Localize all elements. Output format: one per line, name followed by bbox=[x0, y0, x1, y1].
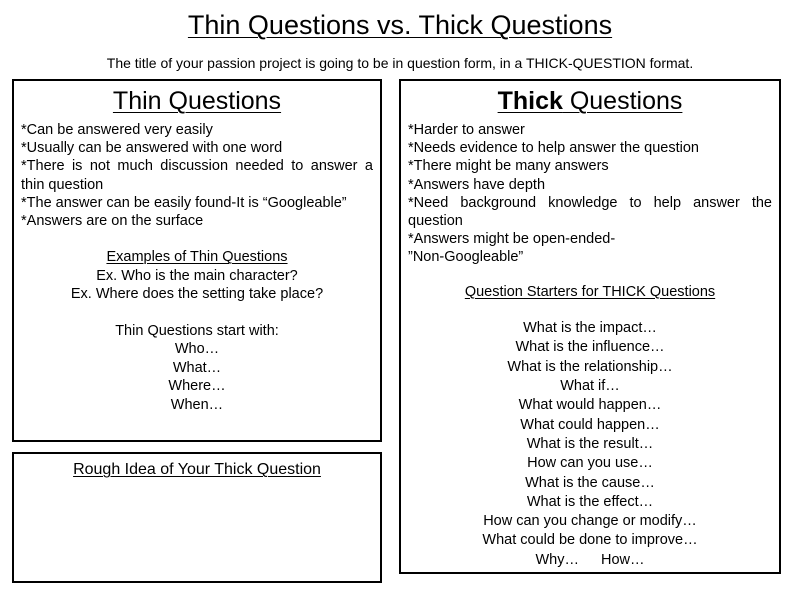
thin-examples-heading: Examples of Thin Questions bbox=[106, 249, 288, 266]
thick-starter: What would happen… bbox=[518, 397, 662, 414]
thin-starters bbox=[14, 322, 380, 415]
thick-starter-how: How… bbox=[600, 551, 645, 568]
thick-starter: What if… bbox=[560, 378, 620, 395]
thin-starter: Where… bbox=[168, 378, 226, 395]
thick-questions-list bbox=[401, 121, 779, 267]
page-title: Thin Questions vs. Thick Questions bbox=[187, 10, 613, 40]
thick-point: *Answers might be open-ended- bbox=[408, 231, 616, 248]
thin-point: *The answer can be easily found-It is “Googleable” bbox=[21, 194, 347, 211]
thick-point: *Answers have depth bbox=[408, 176, 546, 193]
thick-starter: What could be done to improve… bbox=[482, 532, 698, 549]
thin-examples bbox=[14, 248, 380, 304]
thin-starter: What… bbox=[172, 359, 222, 376]
rough-idea-box bbox=[12, 452, 382, 583]
thick-starter: What is the effect… bbox=[526, 493, 654, 510]
thick-questions-box bbox=[399, 79, 781, 574]
thick-starter: What is the cause… bbox=[525, 474, 655, 491]
thin-questions-heading: Thin Questions bbox=[112, 87, 282, 115]
thick-point: ”Non-Googleable” bbox=[408, 249, 524, 266]
thick-starter: How can you change or modify… bbox=[483, 513, 697, 530]
thick-point: *Need background knowledge to help answer the question bbox=[408, 194, 772, 230]
thin-point: *Answers are on the surface bbox=[21, 213, 204, 230]
thin-starter: Who… bbox=[174, 341, 220, 358]
thick-starters bbox=[401, 319, 779, 570]
thin-starters-heading: Thin Questions start with: bbox=[115, 322, 279, 339]
thick-starter: What is the result… bbox=[526, 435, 654, 452]
thin-questions-box bbox=[12, 79, 382, 442]
thin-questions-list bbox=[14, 121, 380, 230]
thick-starter: What is the influence… bbox=[515, 339, 665, 356]
thick-starter: How can you use… bbox=[527, 455, 653, 472]
page-subtitle: The title of your passion project is going to be in question form, in a THICK-QUESTION format. bbox=[106, 55, 694, 71]
thick-point: *Harder to answer bbox=[408, 122, 525, 138]
thin-example: Ex. Who is the main character? bbox=[96, 267, 298, 284]
thin-example: Ex. Where does the setting take place? bbox=[70, 286, 324, 303]
thick-starter: What is the impact… bbox=[523, 320, 657, 337]
rough-idea-heading: Rough Idea of Your Thick Question bbox=[73, 461, 321, 478]
thin-point: *Can be answered very easily bbox=[21, 122, 213, 138]
thick-starter-why: Why… bbox=[535, 551, 579, 568]
thick-starter: What could happen… bbox=[520, 416, 660, 433]
thick-heading-rest: Questions bbox=[562, 87, 683, 115]
thick-heading-bold: Thick bbox=[497, 87, 563, 115]
thick-starters-heading: Question Starters for THICK Questions bbox=[464, 283, 716, 300]
thick-point: *There might be many answers bbox=[408, 158, 609, 175]
thick-starter-last bbox=[401, 551, 779, 570]
thick-starters-heading-block bbox=[401, 283, 779, 302]
thick-point: *Needs evidence to help answer the question bbox=[408, 140, 699, 157]
thin-point: *There is not much discussion needed to answer a thin question bbox=[21, 158, 373, 193]
thick-questions-heading bbox=[401, 86, 779, 116]
thick-starter: What is the relationship… bbox=[507, 358, 673, 375]
thin-point: *Usually can be answered with one word bbox=[21, 140, 283, 157]
thin-starter: When… bbox=[170, 396, 224, 413]
